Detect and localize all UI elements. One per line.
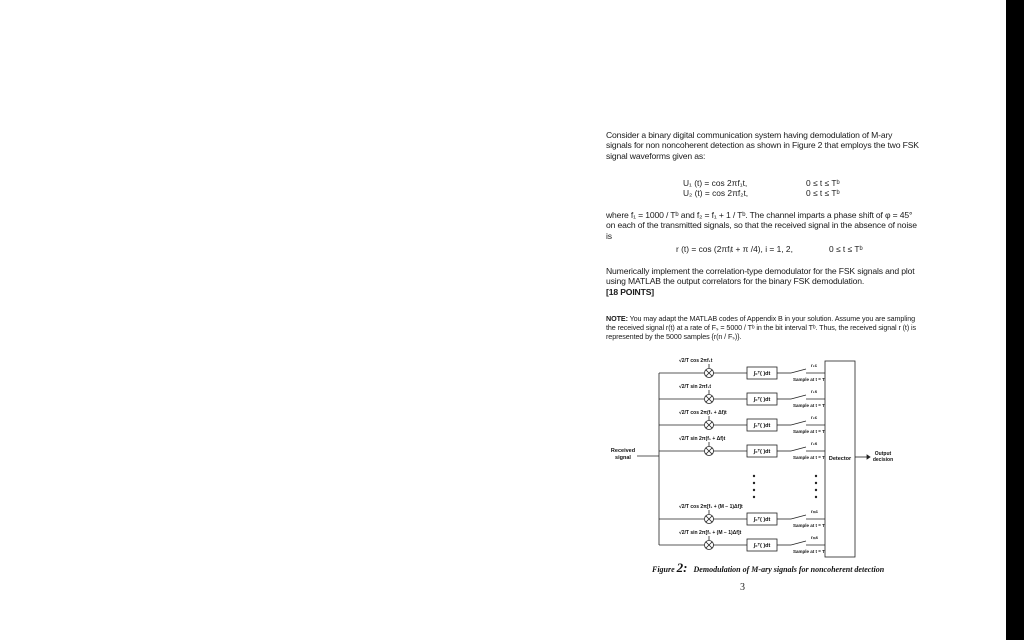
ellipsis-dot-right-4 <box>815 496 817 498</box>
caption-text: Demodulation of M-ary signals for noncoherent detection <box>693 565 885 574</box>
oscillator-label-4: √2/T sin 2π(f₁ + Δf)t <box>679 436 726 442</box>
received-label-2: signal <box>615 455 631 461</box>
sample-label-6: Sample at t = T <box>793 549 825 554</box>
equation-u2: U₂ (t) = cos 2πf₂t, <box>683 188 749 198</box>
ellipsis-dot-mid-4 <box>753 496 755 498</box>
ellipsis-dot-mid-2 <box>753 482 755 484</box>
equation-u1: U₁ (t) = cos 2πf₁t, <box>683 178 748 188</box>
sample-label-4: Sample at t = T <box>793 455 825 460</box>
right-edge-bar <box>1006 0 1024 640</box>
sampler-switch-5 <box>791 515 806 519</box>
integrator-label-5: ∫₀ᵀ( )dt <box>753 517 771 523</box>
r-label-6: rₘs <box>811 535 819 540</box>
note-label: NOTE: <box>606 314 628 324</box>
equation-received: r (t) = cos (2πfᵢt + π /4), i = 1, 2, <box>676 244 793 254</box>
implement-text: Numerically implement the correlation-type demodulator for the FSK signals and plot using MATLAB the output correlators for the binary FSK demodulation. <box>606 266 915 287</box>
r-label-5: rₘc <box>811 509 819 514</box>
r-label-1: r₁c <box>811 363 818 368</box>
oscillator-label-5: √2/T cos 2π[f₁ + (M − 1)Δf]t <box>679 504 743 510</box>
integrator-label-2: ∫₀ᵀ( )dt <box>753 397 771 403</box>
received-label: Received <box>610 448 636 454</box>
sampler-switch-4 <box>791 447 806 451</box>
r-label-4: r₂s <box>811 441 818 446</box>
equation-u1-range: 0 ≤ t ≤ Tᵇ <box>806 178 840 188</box>
output-label: Output <box>874 451 892 457</box>
caption-number: 2: <box>676 560 688 575</box>
demodulator-diagram <box>606 356 894 561</box>
where-paragraph: where f₁ = 1000 / Tᵇ and f₂ = f₁ + 1 / Tᵇ. The channel imparts a phase shift of φ = 45° on each of the transmitted signals, so that the received signal in the absence of noise is <box>606 210 917 241</box>
sampler-switch-6 <box>791 541 806 545</box>
sample-label-3: Sample at t = T <box>793 429 825 434</box>
integrator-label-6: ∫₀ᵀ( )dt <box>753 543 771 549</box>
ellipsis-dot-mid-3 <box>753 489 755 491</box>
equation-u2-range: 0 ≤ t ≤ Tᵇ <box>806 188 840 198</box>
caption-figure: Figure <box>652 565 675 574</box>
oscillator-label-1: √2/T cos 2πf₁t <box>679 358 713 364</box>
sampler-switch-2 <box>791 395 806 399</box>
note-paragraph <box>606 315 920 341</box>
sample-label-5: Sample at t = T <box>793 523 825 528</box>
integrator-label-4: ∫₀ᵀ( )dt <box>753 449 771 455</box>
output-label-2: decision <box>872 457 894 463</box>
sampler-switch-1 <box>791 369 806 373</box>
sampler-switch-3 <box>791 421 806 425</box>
equation-received-range: 0 ≤ t ≤ Tᵇ <box>829 244 863 254</box>
ellipsis-dot-mid-1 <box>753 475 755 477</box>
intro-paragraph: Consider a binary digital communication system having demodulation of M-ary signals for non noncoherent detection as shown in Figure 2 that employs the two FSK signal waveforms given as: <box>606 130 919 161</box>
integrator-label-1: ∫₀ᵀ( )dt <box>753 371 771 377</box>
ellipsis-dot-right-3 <box>815 489 817 491</box>
page-number: 3 <box>740 582 745 593</box>
figure-caption <box>652 560 884 576</box>
implement-paragraph <box>606 266 920 297</box>
note-text: You may adapt the MATLAB codes of Appendix B in your solution. Assume you are sampling the received signal r(t) at a rate of Fₛ = 5000 / Tᵇ in the bit interval Tᵇ. Thus, the received signal r (t) is represented by the 5000 samples {r(n / Fₛ)}. <box>606 314 917 341</box>
ellipsis-dot-right-2 <box>815 482 817 484</box>
sample-label-2: Sample at t = T <box>793 403 825 408</box>
integrator-label-3: ∫₀ᵀ( )dt <box>753 423 771 429</box>
points-label: [18 POINTS] <box>606 286 655 297</box>
detector-label: Detector <box>828 456 852 462</box>
oscillator-label-3: √2/T cos 2π(f₁ + Δf)t <box>679 410 727 416</box>
oscillator-label-6: √2/T sin 2π[f₁ + (M − 1)Δf]t <box>679 530 742 536</box>
ellipsis-dot-right-1 <box>815 475 817 477</box>
r-label-2: r₁s <box>811 389 818 394</box>
r-label-3: r₂c <box>811 415 818 420</box>
output-arrow <box>867 455 870 459</box>
sample-label-1: Sample at t = T <box>793 377 825 382</box>
oscillator-label-2: √2/T sin 2πf₁t <box>679 384 711 390</box>
